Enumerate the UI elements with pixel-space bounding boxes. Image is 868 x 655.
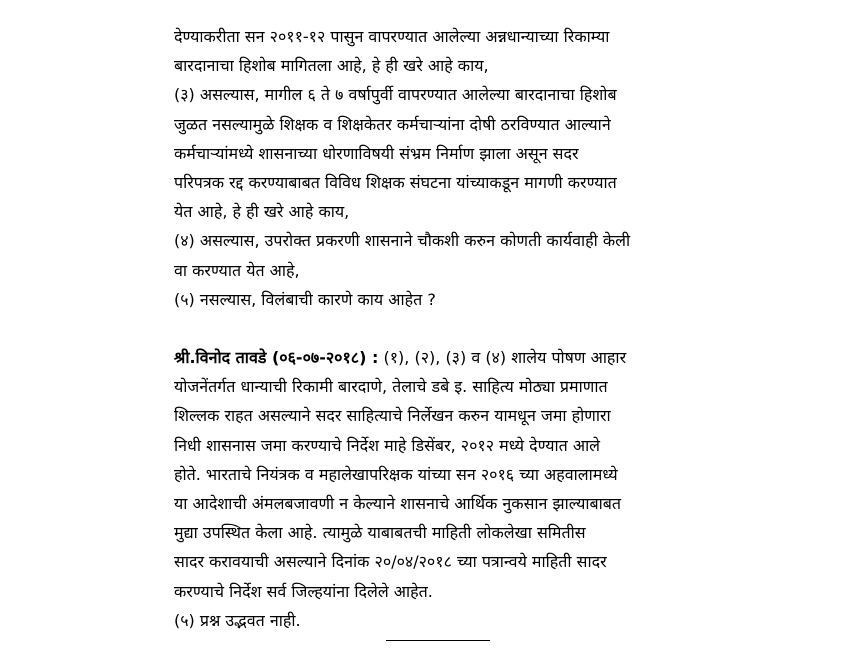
question-line: बारदानाचा हिशोब मागितला आहे, हे ही खरे आहे काय, (174, 56, 489, 76)
question-line: जुळत नसल्यामुळे शिक्षक व शिक्षकेतर कर्मचाऱ्यांना दोषी ठरविण्यात आल्याने (174, 114, 611, 134)
paragraph-gap (174, 314, 704, 343)
answer-line: (५) प्रश्न उद्भवत नाही. (174, 610, 301, 630)
question-line: परिपत्रक रद्द करण्याबाबत विविध शिक्षक संघटना यांच्याकडून मागणी करण्यात (174, 172, 617, 192)
answer-first-line-text: (१), (२), (३) व (४) शालेय पोषण आहार (378, 348, 627, 368)
answer-line: योजनेंतर्गत धान्याची रिकामी बारदाणे, तेलाचे डबे इ. साहित्य मोठ्या प्रमाणात (174, 377, 608, 397)
answer-line: निधी शासनास जमा करण्याचे निर्देश माहे डिसेंबर, २०१२ मध्ये देण्यात आले (174, 435, 601, 455)
answer-line: शिल्लक राहत असल्याने सदर साहित्याचे निर्लेखन करुन यामधून जमा होणारा (174, 406, 611, 426)
answer-line: होते. भारताचे नियंत्रक व महालेखापरिक्षक यांच्या सन २०१६ च्या अहवालामध्ये (174, 464, 618, 484)
question-line: (४) असल्यास, उपरोक्त प्रकरणी शासनाने चौकशी करुन कोणती कार्यवाही केली (174, 231, 631, 251)
answer-line: या आदेशाची अंमलबजावणी न केल्याने शासनाचे आर्थिक नुकसान झाल्याबाबत (174, 494, 622, 513)
answer-line: मुद्या उपस्थित केला आहे. त्यामुळे याबाबतची माहिती लोकलेखा समितीस (174, 523, 586, 543)
answer-line: सादर करावयाची असल्याने दिनांक २०/०४/२०१८ च्या पत्रान्वये माहिती सादर (174, 552, 607, 572)
question-line: देण्याकरीता सन २०११-१२ पासुन वापरण्यात आलेल्या अन्नधान्याच्या रिकाम्या (174, 27, 610, 46)
question-line: (३) असल्यास, मागील ६ ते ७ वर्षापुर्वी वापरण्यात आलेल्या बारदानाचा हिशोब (174, 85, 617, 105)
speaker-name: श्री.विनोद तावडे (०६-०७-२०१८) : (174, 348, 379, 368)
document-body (174, 22, 704, 635)
question-line: वा करण्यात येत आहे, (174, 260, 300, 280)
closing-divider (386, 640, 490, 641)
question-line: कर्मचाऱ्यांमध्ये शासनाच्या धोरणाविषयी संभ्रम निर्माण झाला असून सदर (174, 143, 579, 163)
question-section (174, 22, 704, 314)
answer-line: करण्याचे निर्देश सर्व जिल्हयांना दिलेले आहेत. (174, 581, 433, 601)
question-line: (५) नसल्यास, विलंबाची कारणे काय आहेत ? (174, 289, 436, 309)
question-line: येत आहे, हे ही खरे आहे काय, (174, 202, 350, 222)
answer-section (174, 343, 704, 635)
answer-first-line (174, 343, 704, 372)
